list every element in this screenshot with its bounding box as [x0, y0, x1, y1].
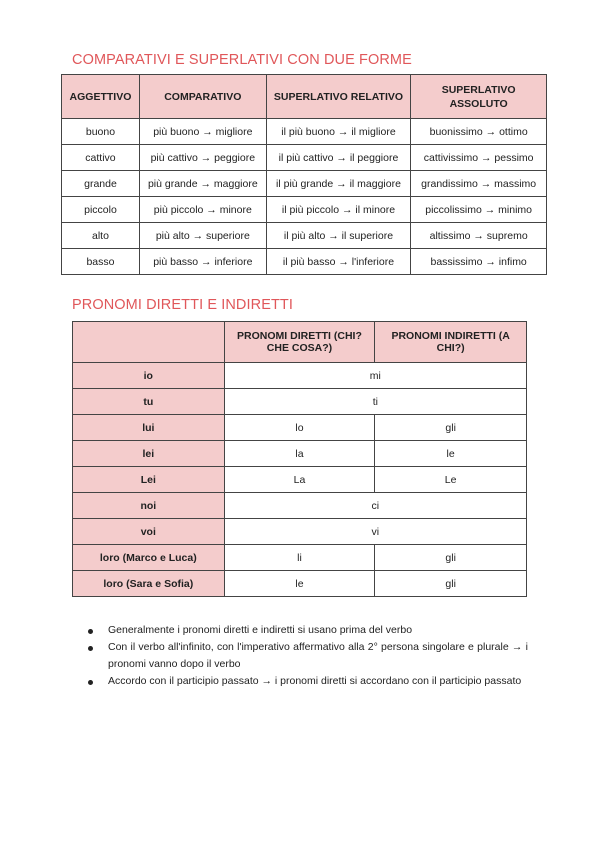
- list-item: [88, 639, 528, 673]
- table-row: [62, 197, 547, 223]
- table-row: [73, 519, 527, 545]
- cell-subject: lei: [73, 441, 225, 467]
- bullet-icon: [88, 680, 93, 685]
- cell-superlativo-assoluto: buonissimo → ottimo: [411, 119, 547, 145]
- table-row: [62, 145, 547, 171]
- cell-aggettivo: buono: [62, 119, 140, 145]
- cell-superlativo-relativo: il più grande → il maggiore: [266, 171, 411, 197]
- cell-subject: lui: [73, 415, 225, 441]
- cell-direct: La: [224, 467, 375, 493]
- cell-subject: Lei: [73, 467, 225, 493]
- list-item: [88, 673, 528, 690]
- table-row: [73, 467, 527, 493]
- cell-indirect: le: [375, 441, 527, 467]
- col-header-aggettivo: AGGETTIVO: [62, 75, 140, 119]
- cell-aggettivo: cattivo: [62, 145, 140, 171]
- cell-subject: voi: [73, 519, 225, 545]
- cell-aggettivo: piccolo: [62, 197, 140, 223]
- cell-indirect: Le: [375, 467, 527, 493]
- col-header-superlativo-relativo: SUPERLATIVO RELATIVO: [266, 75, 411, 119]
- table-row: [62, 223, 547, 249]
- cell-subject: loro (Marco e Luca): [73, 545, 225, 571]
- cell-superlativo-assoluto: bassissimo → infimo: [411, 249, 547, 275]
- table-row: [73, 571, 527, 597]
- col-header-diretti: PRONOMI DIRETTI (CHI? CHE COSA?): [224, 322, 375, 363]
- cell-superlativo-relativo: il più buono → il migliore: [266, 119, 411, 145]
- col-header-comparativo: COMPARATIVO: [139, 75, 266, 119]
- cell-comparativo: più alto → superiore: [139, 223, 266, 249]
- table-row: [62, 119, 547, 145]
- cell-subject: io: [73, 363, 225, 389]
- cell-direct: li: [224, 545, 375, 571]
- cell-indirect: gli: [375, 415, 527, 441]
- section-title-pronomi: PRONOMI DIRETTI E INDIRETTI: [72, 297, 294, 313]
- col-header-indiretti: PRONOMI INDIRETTI (A CHI?): [375, 322, 527, 363]
- note-text: Generalmente i pronomi diretti e indiretti si usano prima del verbo: [108, 624, 413, 636]
- note-text: Con il verbo all'infinito, con l'imperativo affermativo alla 2° persona singolare e plurale → i pronomi vanno dopo il verbo: [108, 641, 528, 670]
- cell-both: mi: [224, 363, 526, 389]
- table-row: [73, 363, 527, 389]
- note-text: Accordo con il participio passato → i pronomi diretti si accordano con il participio passato: [108, 675, 522, 687]
- cell-subject: tu: [73, 389, 225, 415]
- pronomi-table: [72, 321, 527, 597]
- cell-comparativo: più buono → migliore: [139, 119, 266, 145]
- table-row: [73, 441, 527, 467]
- cell-direct: la: [224, 441, 375, 467]
- cell-subject: noi: [73, 493, 225, 519]
- cell-superlativo-relativo: il più cattivo → il peggiore: [266, 145, 411, 171]
- table-row: [73, 545, 527, 571]
- list-item: [88, 622, 528, 639]
- cell-indirect: gli: [375, 545, 527, 571]
- comparativi-table: [61, 74, 547, 275]
- table-row: [73, 493, 527, 519]
- table-row: [62, 249, 547, 275]
- notes-list: [88, 622, 528, 690]
- cell-direct: le: [224, 571, 375, 597]
- cell-superlativo-assoluto: altissimo → supremo: [411, 223, 547, 249]
- cell-superlativo-assoluto: cattivissimo → pessimo: [411, 145, 547, 171]
- table-row: [73, 415, 527, 441]
- cell-both: ci: [224, 493, 526, 519]
- cell-both: vi: [224, 519, 526, 545]
- table-header-row: [62, 75, 547, 119]
- cell-direct: lo: [224, 415, 375, 441]
- cell-aggettivo: grande: [62, 171, 140, 197]
- cell-both: ti: [224, 389, 526, 415]
- bullet-icon: [88, 646, 93, 651]
- cell-aggettivo: basso: [62, 249, 140, 275]
- cell-comparativo: più piccolo → minore: [139, 197, 266, 223]
- cell-comparativo: più basso → inferiore: [139, 249, 266, 275]
- col-header-superlativo-assoluto: SUPERLATIVO ASSOLUTO: [411, 75, 547, 119]
- cell-superlativo-relativo: il più basso → l'inferiore: [266, 249, 411, 275]
- table-row: [73, 389, 527, 415]
- cell-aggettivo: alto: [62, 223, 140, 249]
- bullet-icon: [88, 629, 93, 634]
- section-title-comparativi: COMPARATIVI E SUPERLATIVI CON DUE FORME: [72, 52, 412, 68]
- table-row: [62, 171, 547, 197]
- cell-superlativo-relativo: il più piccolo → il minore: [266, 197, 411, 223]
- cell-comparativo: più cattivo → peggiore: [139, 145, 266, 171]
- cell-subject: loro (Sara e Sofia): [73, 571, 225, 597]
- cell-superlativo-relativo: il più alto → il superiore: [266, 223, 411, 249]
- header-empty-cell: [73, 322, 225, 363]
- cell-comparativo: più grande → maggiore: [139, 171, 266, 197]
- cell-superlativo-assoluto: grandissimo → massimo: [411, 171, 547, 197]
- table-header-row: [73, 322, 527, 363]
- cell-superlativo-assoluto: piccolissimo → minimo: [411, 197, 547, 223]
- cell-indirect: gli: [375, 571, 527, 597]
